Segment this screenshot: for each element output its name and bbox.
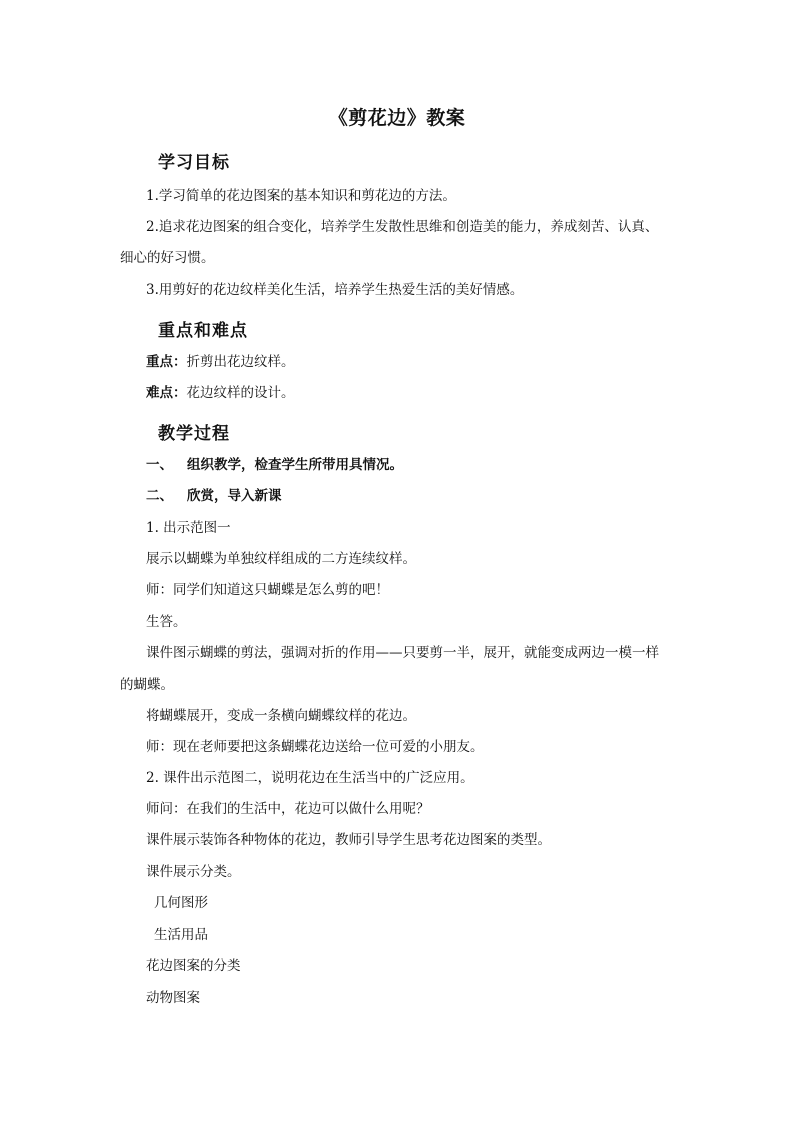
step-number: 一、	[146, 457, 173, 473]
process-line: 将蝴蝶展开，变成一条横向蝴蝶纹样的花边。	[146, 708, 416, 724]
process-line: 课件展示装饰各种物体的花边，教师引导学生思考花边图案的类型。	[146, 832, 551, 848]
key-point-line	[146, 352, 295, 372]
objective-item: 3.用剪好的花边纹样美化生活，培养学生热爱生活的美好情感。	[146, 282, 524, 298]
objective-item-continued: 细心的好习惯。	[120, 250, 215, 266]
key-point-text: 折剪出花边纹样。	[186, 354, 295, 370]
document-title: 《剪花边》教案	[328, 107, 466, 129]
objectives-heading: 学习目标	[158, 153, 230, 173]
category-title: 花边图案的分类	[146, 958, 241, 974]
step-text: 欣赏，导入新课	[187, 488, 282, 504]
difficult-point-label: 难点：	[146, 385, 187, 401]
process-line: 师问：在我们的生活中，花边可以做什么用呢？	[146, 801, 430, 817]
objective-item: 2.追求花边图案的组合变化，培养学生发散性思维和创造美的能力，养成刻苦、认真、	[146, 219, 659, 235]
process-step-1	[146, 455, 403, 475]
category-item: 几何图形	[154, 895, 208, 911]
difficult-point-line	[146, 383, 295, 403]
key-points-heading: 重点和难点	[158, 321, 248, 341]
step-number: 二、	[146, 488, 173, 504]
process-line: 师：同学们知道这只蝴蝶是怎么剪的吧！	[146, 582, 389, 598]
key-point-label: 重点：	[146, 354, 187, 370]
process-line: 课件展示分类。	[146, 864, 241, 880]
process-step-2	[146, 486, 282, 506]
objective-item: 1.学习简单的花边图案的基本知识和剪花边的方法。	[146, 188, 456, 204]
process-line: 2. 课件出示范图二，说明花边在生活当中的广泛应用。	[146, 770, 474, 786]
process-heading: 教学过程	[158, 424, 230, 444]
process-line: 展示以蝴蝶为单独纹样组成的二方连续纹样。	[146, 551, 416, 567]
category-item: 动物图案	[146, 990, 200, 1006]
process-line: 生答。	[146, 614, 187, 630]
process-line: 师：现在老师要把这条蝴蝶花边送给一位可爱的小朋友。	[146, 739, 484, 755]
process-line-continued: 的蝴蝶。	[120, 677, 174, 693]
process-line: 1. 出示范图一	[146, 520, 231, 536]
process-line: 课件图示蝴蝶的剪法，强调对折的作用——只要剪一半，展开，就能变成两边一模一样	[146, 645, 659, 661]
difficult-point-text: 花边纹样的设计。	[186, 385, 295, 401]
step-text: 组织教学，检查学生所带用具情况。	[187, 457, 403, 473]
category-item: 生活用品	[154, 927, 208, 943]
